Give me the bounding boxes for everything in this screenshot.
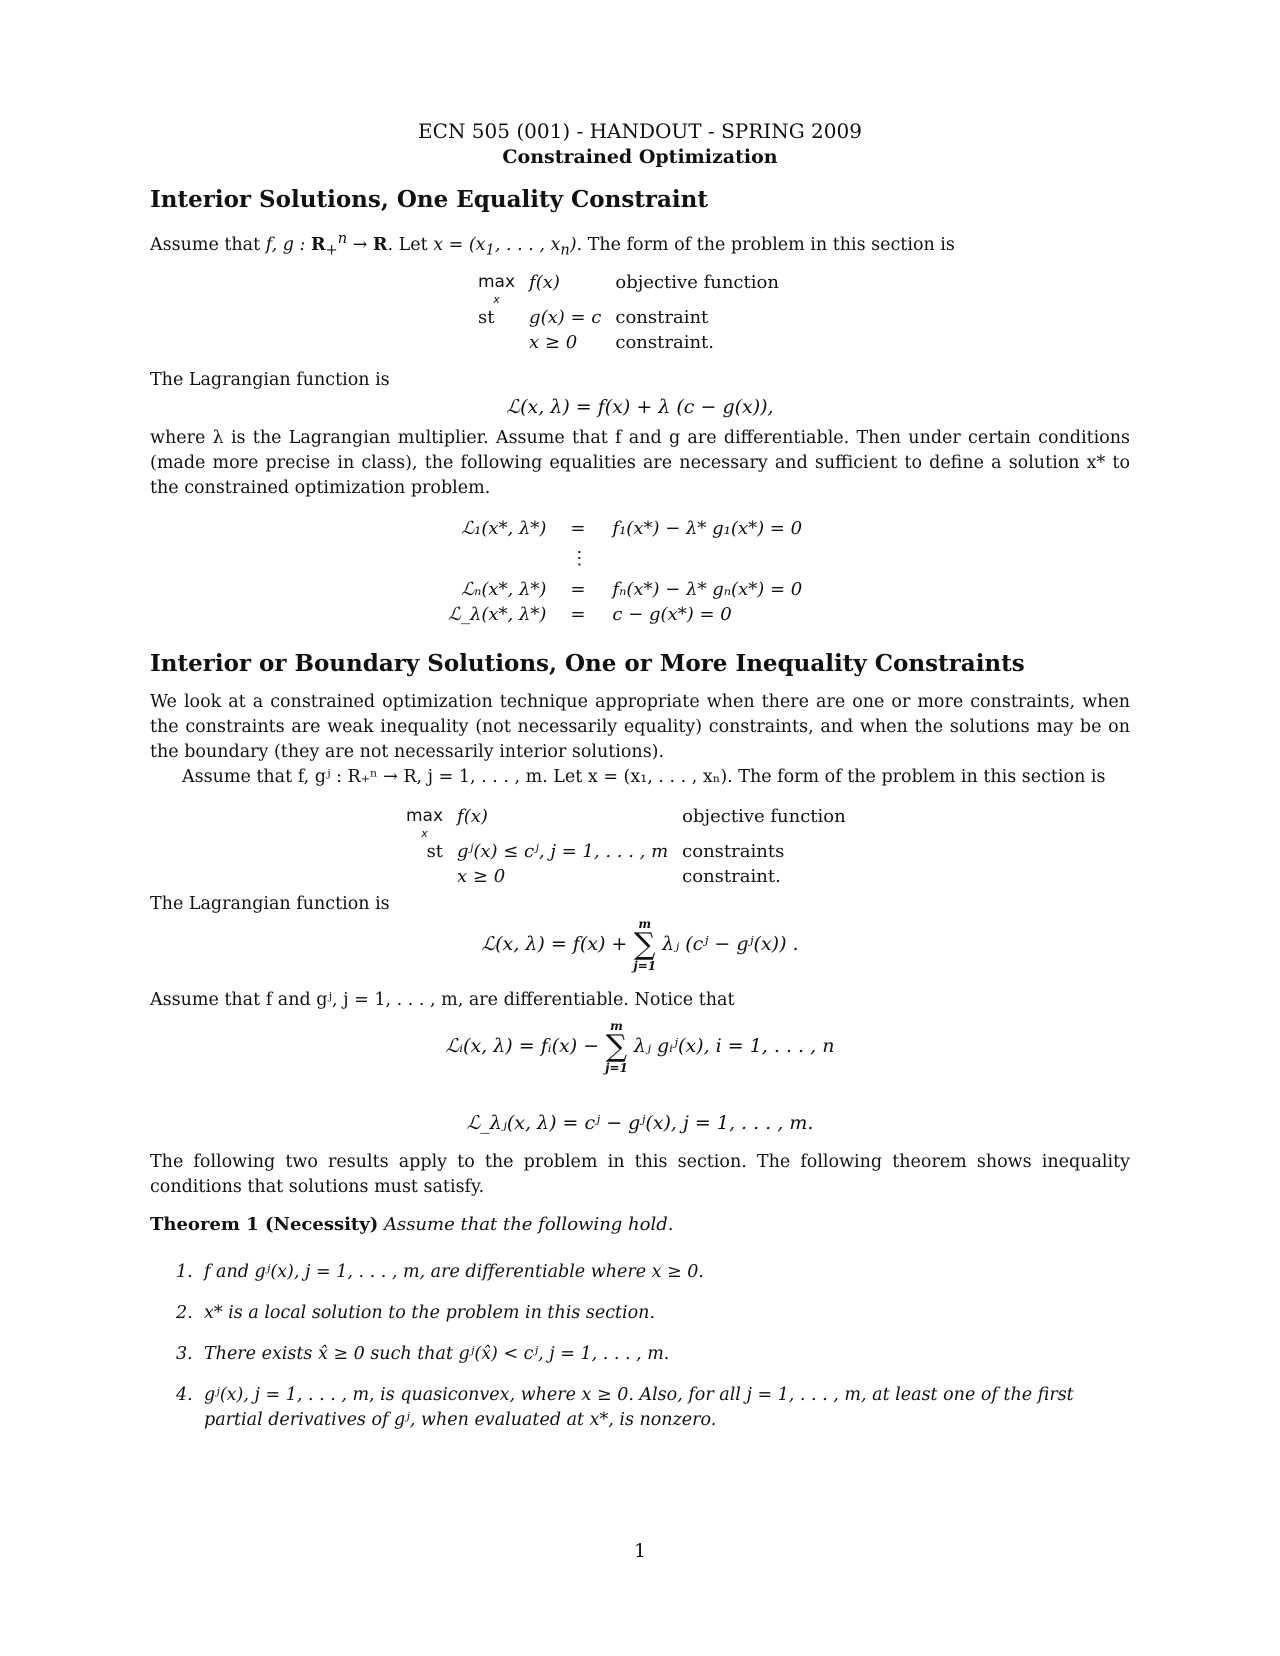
summation-sign: m ∑ j=1: [633, 917, 657, 973]
section2-paragraph3: The following two results apply to the problem in this section. The following theorem shows inequality conditions that solutions must satisfy.: [150, 1152, 1130, 1197]
list-item: 2. x* is a local solution to the problem in this section.: [176, 1303, 656, 1323]
theorem-label: Theorem 1 (Necessity): [150, 1214, 379, 1235]
theorem-text: Assume that the following hold.: [383, 1214, 674, 1235]
course-title: ECN 505 (001) - HANDOUT - SPRING 2009: [418, 119, 862, 143]
lagrangian-intro-2: The Lagrangian function is: [150, 894, 390, 914]
first-order-conditions: [448, 516, 816, 627]
partial-derivative-x: ℒᵢ(x, λ) = fᵢ(x) − m ∑ j=1 λⱼ gᵢʲ(x), i = 1, . . . , n: [445, 1019, 835, 1075]
section2-problem: max x f(x) objective function st gʲ(x) ≤ cʲ, j = 1, . . . , m constraints x ≥ 0 constraint.: [406, 806, 846, 887]
theorem-conditions: [176, 1260, 1136, 1449]
partial-derivative-lambda: ℒ_λⱼ(x, λ) = cʲ − gʲ(x), j = 1, . . . , m.: [466, 1112, 814, 1134]
section1-paragraph: where λ is the Lagrangian multiplier. Assume that f and g are differentiable. Then under certain conditions (made more precise in class), the following equalities are necessary and sufficient to define a solution x* to the constrained optimization problem.: [150, 428, 1130, 498]
foc-row: ⋮: [570, 548, 589, 569]
lagrangian-equation-1: ℒ(x, λ) = f(x) + λ (c − g(x)),: [506, 396, 774, 418]
foc-row: ℒ₁(x*, λ*) = f₁(x*) − λ* g₁(x*) = 0: [461, 518, 803, 539]
function-domain: f, g : $R_+^n \to R$.: [265, 230, 394, 259]
vector-definition: $x = (x_1$, . . . , $x_n$).: [433, 234, 583, 259]
section1-intro: Assume that f, g : $R_+^n \to R$. Let $x = (x_1$, . . . , $x_n$). The form of the problem in this section is: [150, 230, 955, 259]
document-header: [0, 118, 1280, 170]
list-item: 3. There exists x̂ ≥ 0 such that gʲ(x̂) < cʲ, j = 1, . . . , m.: [176, 1344, 670, 1364]
differentiability-assumption: Assume that f and gʲ, j = 1, . . . , m, are differentiable. Notice that: [150, 990, 735, 1010]
theorem-1: [150, 1214, 673, 1235]
section1-title: Interior Solutions, One Equality Constraint: [150, 186, 709, 213]
summation-sign: m ∑ j=1: [605, 1019, 628, 1075]
lagrangian-intro-1: The Lagrangian function is: [150, 370, 390, 390]
foc-row: ℒ_λ(x*, λ*) = c − g(x*) = 0: [448, 604, 732, 625]
section2-paragraph1: We look at a constrained optimization technique appropriate when there are one or more constraints, when the constraints are weak inequality (not necessarily equality) constraints, and when the solutions may be on the boundary (they are not necessarily interior solutions).: [150, 692, 1130, 762]
section2-title: Interior or Boundary Solutions, One or More Inequality Constraints: [150, 650, 1025, 677]
list-item: 4. gʲ(x), j = 1, . . . , m, is quasiconvex, where x ≥ 0. Also, for all j = 1, . . . , m, at least one of the first partial derivatives of gʲ, when evaluated at x*, is nonzero.: [176, 1385, 1074, 1430]
list-item: 1. f and gʲ(x), j = 1, . . . , m, are differentiable where x ≥ 0.: [176, 1262, 704, 1282]
lagrangian-equation-2: ℒ(x, λ) = f(x) + m ∑ j=1 λⱼ (cʲ − gʲ(x)) .: [481, 917, 799, 973]
page-number: 1: [633, 1540, 647, 1562]
section2-paragraph2: Assume that f, gʲ : R₊ⁿ → R, j = 1, . . . , m. Let x = (x₁, . . . , xₙ). The form of the problem in this section is: [182, 767, 1106, 787]
document-subtitle: Constrained Optimization: [502, 146, 778, 168]
foc-row: ℒₙ(x*, λ*) = fₙ(x*) − λ* gₙ(x*) = 0: [461, 579, 803, 600]
section1-problem: max x f(x) objective function st g(x) = c constraint x ≥ 0 constraint.: [478, 272, 779, 353]
